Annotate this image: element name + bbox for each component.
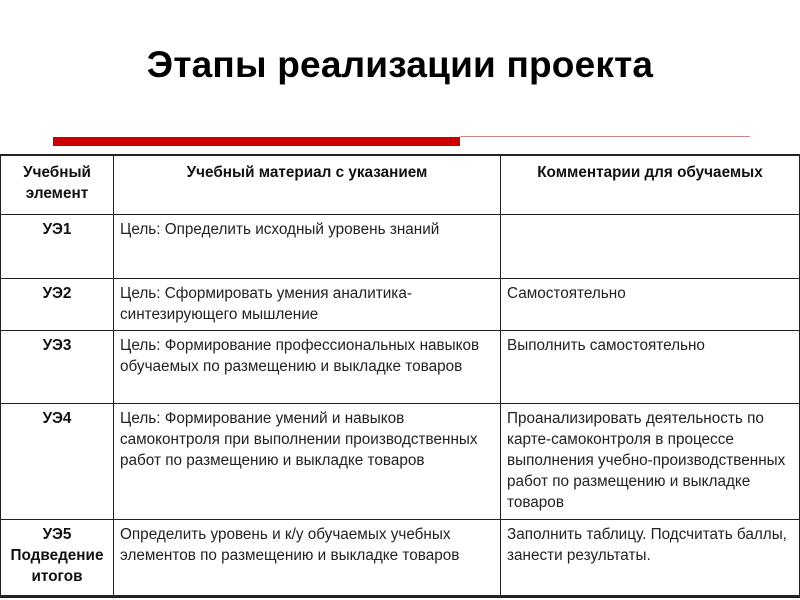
cell-material: Цель: Формирование профессиональных навыков обучаемых по размещению и выкладке товаров xyxy=(114,331,501,404)
cell-element: УЭ1 xyxy=(1,215,114,279)
table-row xyxy=(1,215,800,279)
table-row xyxy=(1,279,800,331)
slide-title: Этапы реализации проекта xyxy=(146,44,654,85)
cell-material: Цель: Сформировать умения аналитика-синтезирующего мышление xyxy=(114,279,501,331)
cell-comment: Самостоятельно xyxy=(501,279,800,331)
cell-comment: Выполнить самостоятельно xyxy=(501,331,800,404)
header-material: Учебный материал с указанием xyxy=(114,155,501,215)
cell-comment: Проанализировать деятельность по карте-самоконтроля в процессе выполнения учебно-производственных работ по размещению и выкладке товаров xyxy=(501,404,800,520)
cell-comment: Заполнить таблицу. Подсчитать баллы, занести результаты. xyxy=(501,520,800,597)
title-underline-thin xyxy=(460,136,750,137)
cell-comment xyxy=(501,215,800,279)
table-row xyxy=(1,331,800,404)
table-header-row xyxy=(1,155,800,215)
cell-element: УЭ2 xyxy=(1,279,114,331)
element-code: УЭ5 xyxy=(42,526,72,543)
header-comment: Комментарии для обучаемых xyxy=(501,155,800,215)
title-underline-thick xyxy=(53,137,460,146)
cell-element: УЭ3 xyxy=(1,331,114,404)
cell-element: УЭ4 xyxy=(1,404,114,520)
element-subtitle: Подведение итогов xyxy=(10,547,104,585)
cell-element xyxy=(1,520,114,597)
table-row xyxy=(1,404,800,520)
cell-material: Цель: Определить исходный уровень знаний xyxy=(114,215,501,279)
cell-material: Определить уровень и к/у обучаемых учебных элементов по размещению и выкладке товаров xyxy=(114,520,501,597)
table-row xyxy=(1,520,800,597)
stages-table xyxy=(0,154,800,598)
cell-material: Цель: Формирование умений и навыков самоконтроля при выполнении производственных работ по размещению и выкладке товаров xyxy=(114,404,501,520)
header-element: Учебный элемент xyxy=(1,155,114,215)
